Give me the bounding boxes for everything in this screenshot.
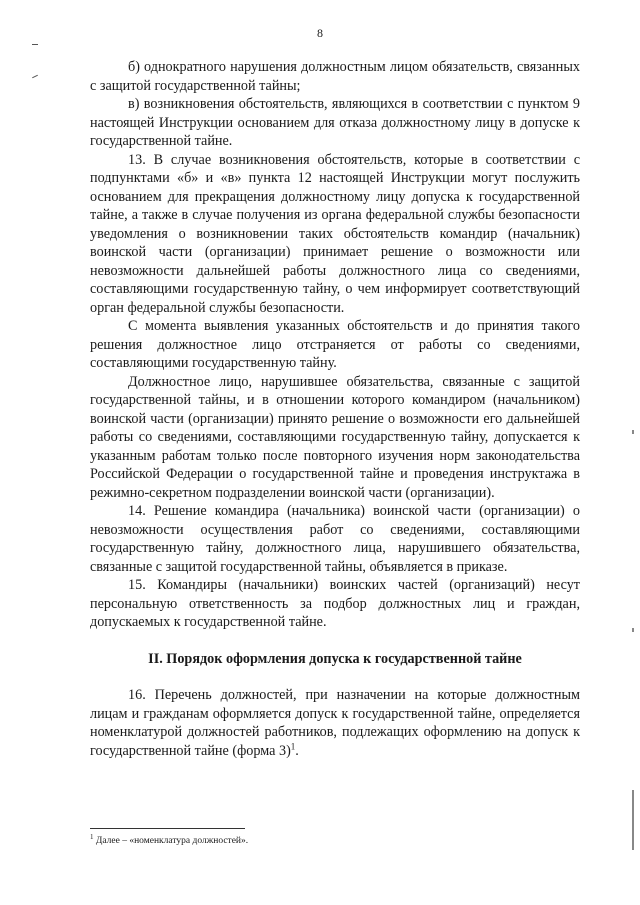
document-body xyxy=(90,58,580,760)
paragraph-12b: б) однократного нарушения должностным лицом обязательств, связанных с защитой государственной тайны; xyxy=(90,59,580,94)
paragraph-13: 13. В случае возникновения обстоятельств, которые в соответствии с подпунктами «б» и «в» пункта 12 настоящей Инструкции могут послужить основанием для прекращения должностному лицу допуска к государственной тайне, а также в случае получения из органа федеральной службы безопасности уведомления о возникновении таких обстоятельств командир (начальник) воинской части (организации) принимает решение о возможности или невозможности дальнейшей работы должностного лица со сведениями, составляющими государственную тайну, о чем информирует соответствующий орган федеральной службы безопасности. xyxy=(90,151,580,316)
footnote-marker: 1 xyxy=(90,832,94,841)
page-number: 8 xyxy=(317,26,323,40)
paragraph-13-suspension: С момента выявления указанных обстоятельств и до принятия такого решения должностное лицо отстраняется от работы со сведениями, составляющими государственную тайну. xyxy=(90,318,580,371)
edge-scan-mark xyxy=(632,790,634,850)
section-heading: II. Порядок оформления допуска к государственной тайне xyxy=(148,650,522,667)
footnote-text: Далее – «номенклатура должностей». xyxy=(93,836,249,846)
paragraph-16 xyxy=(90,686,580,760)
paragraph-16-text: 16. Перечень должностей, при назначении на которые должностным лицам и гражданам оформляется допуск к государственной тайне, определяется номенклатурой должностей работников, подлежащих оформлению на допуск к государственной тайне (форма 3) xyxy=(90,687,580,759)
footnote-divider xyxy=(90,828,245,829)
margin-scan-mark xyxy=(32,44,38,45)
paragraph-16-end: . xyxy=(295,742,299,759)
edge-scan-mark xyxy=(632,430,634,434)
paragraph-15: 15. Командиры (начальники) воинских частей (организаций) несут персональную ответственность за подбор должностных лиц и граждан, допускаемых к государственной тайне. xyxy=(90,577,580,630)
paragraph-12v: в) возникновения обстоятельств, являющихся в соответствии с пунктом 9 настоящей Инструкции основанием для отказа должностному лицу в допуске к государственной тайне. xyxy=(90,96,580,149)
paragraph-13-readmission: Должностное лицо, нарушившее обязательства, связанные с защитой государственной тайны, и в отношении которого командиром (начальником) воинской части (организации) принято решение о возможности его дальнейшей работы со сведениями, составляющими государственную тайну, допускается к указанным работам только после повторного изучения норм законодательства Российской Федерации о государственной тайне и проведения инструктажа в режимно-секретном подразделении воинской части (организации). xyxy=(90,373,580,501)
footnote-reference: 1 xyxy=(290,740,296,751)
footnote xyxy=(90,832,249,846)
edge-scan-mark xyxy=(632,628,634,632)
paragraph-14: 14. Решение командира (начальника) воинской части (организации) о невозможности осуществления работ со сведениями, составляющими государственную тайну, должностного лица, нарушившего обязательства, связанные с защитой государственной тайны, объявляется в приказе. xyxy=(90,503,580,575)
margin-scan-mark xyxy=(32,75,38,78)
